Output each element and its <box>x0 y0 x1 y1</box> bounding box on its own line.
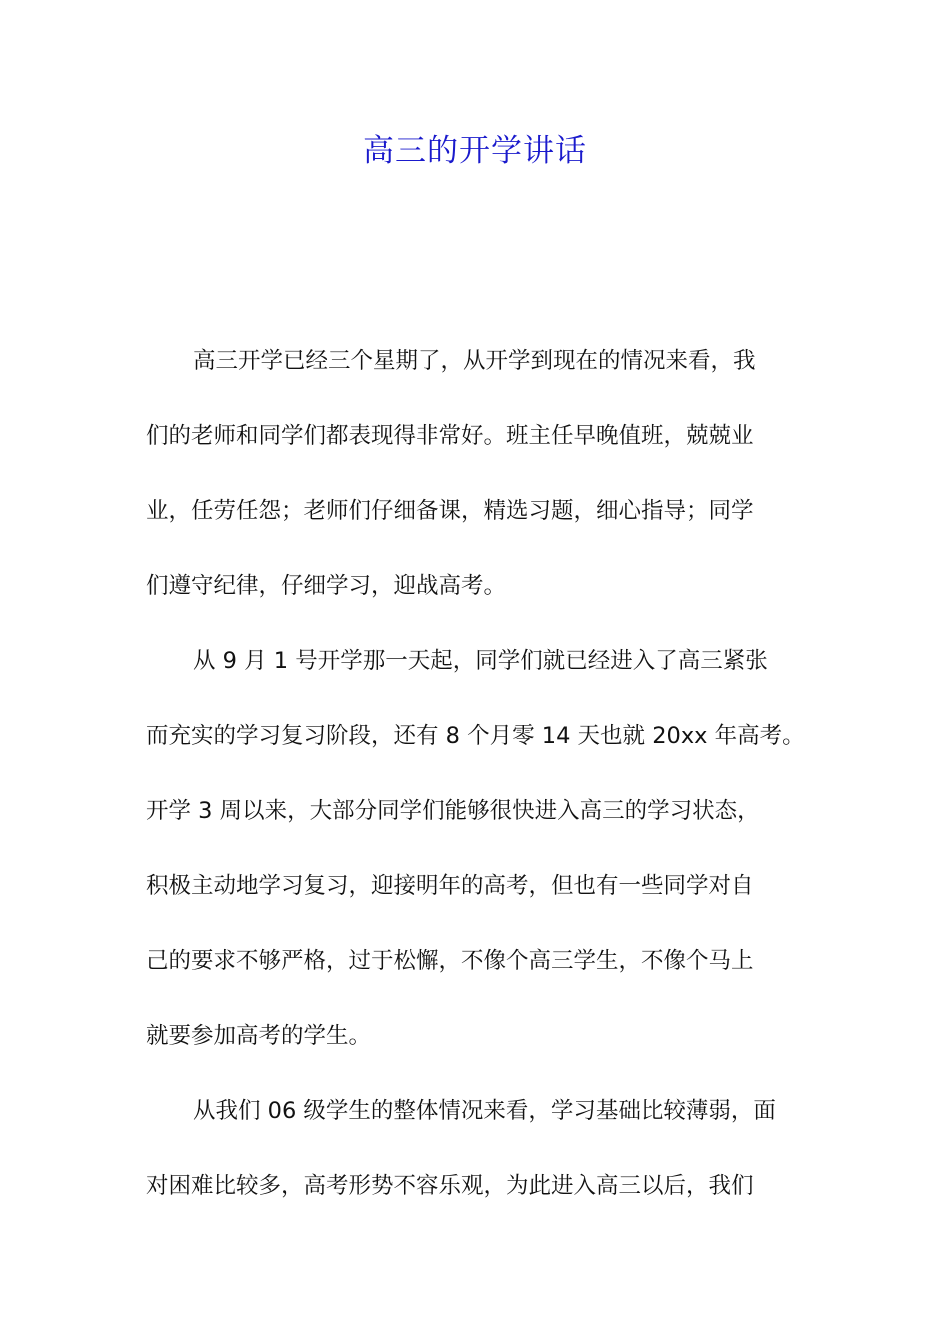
text-line-3: 业，任劳任怨；老师们仔细备课，精选习题，细心指导；同学 <box>146 498 754 524</box>
text-line-7: 开学 3 周以来，大部分同学们能够很快进入高三的学习状态， <box>146 798 760 824</box>
document-title: 高三的开学讲话 <box>363 133 587 169</box>
text-line-4: 们遵守纪律，仔细学习，迎战高考。 <box>146 573 507 599</box>
text-line-11: 从我们 06 级学生的整体情况来看，学习基础比较薄弱，面 <box>193 1098 776 1124</box>
text-line-2: 们的老师和同学们都表现得非常好。班主任早晚值班，兢兢业 <box>146 423 754 449</box>
text-line-6: 而充实的学习复习阶段，还有 8 个月零 14 天也就 20xx 年高考。 <box>146 723 805 749</box>
text-line-10: 就要参加高考的学生。 <box>146 1023 372 1049</box>
text-line-9: 己的要求不够严格，过于松懈，不像个高三学生，不像个马上 <box>146 948 754 974</box>
text-line-12: 对困难比较多，高考形势不容乐观，为此进入高三以后，我们 <box>146 1173 754 1199</box>
text-line-8: 积极主动地学习复习，迎接明年的高考，但也有一些同学对自 <box>146 873 754 899</box>
text-line-1: 高三开学已经三个星期了，从开学到现在的情况来看，我 <box>193 348 756 374</box>
text-line-5: 从 9 月 1 号开学那一天起，同学们就已经进入了高三紧张 <box>193 648 768 674</box>
